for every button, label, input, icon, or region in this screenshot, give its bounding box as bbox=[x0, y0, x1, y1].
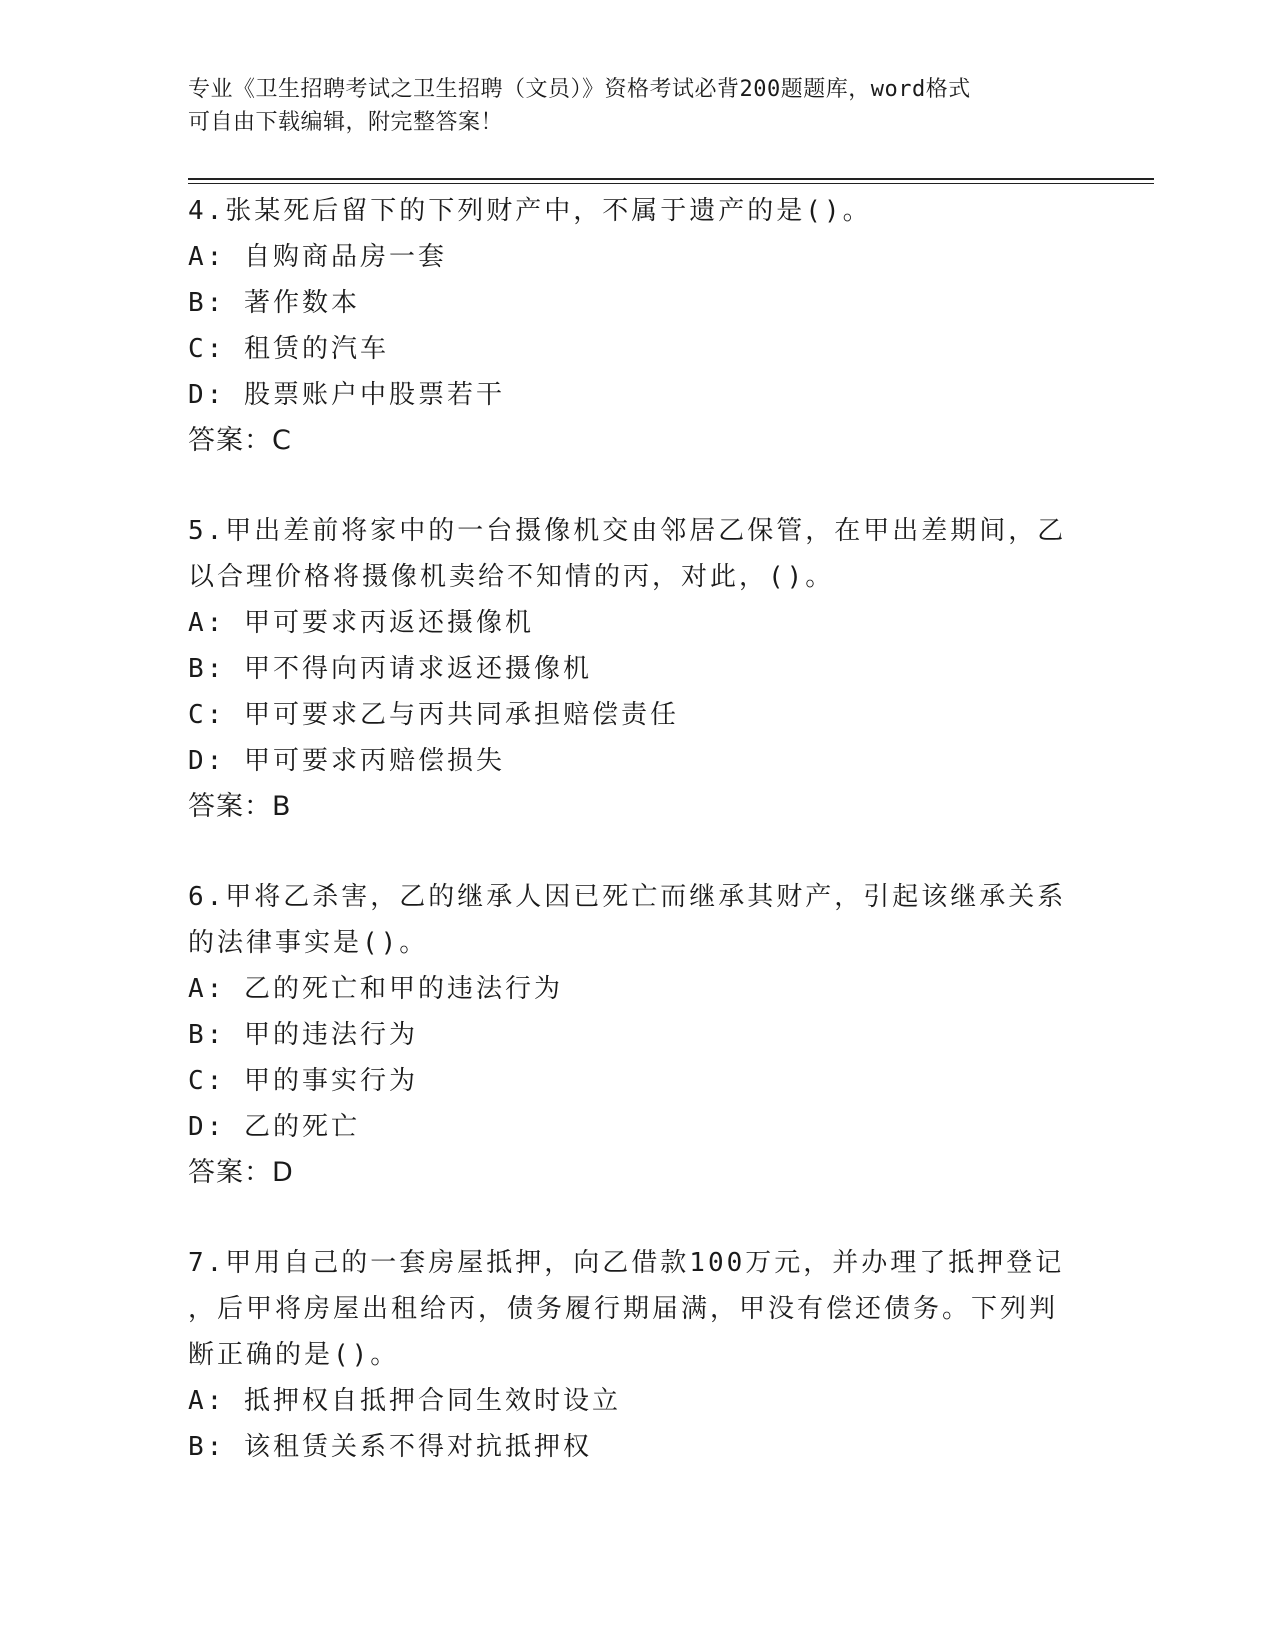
option-c: C: 甲可要求乙与丙共同承担赔偿责任 bbox=[188, 700, 679, 730]
header-line-1: 专业《卫生招聘考试之卫生招聘（文员）》资格考试必背200题题库，word格式 bbox=[188, 77, 971, 102]
question-block bbox=[188, 508, 1088, 830]
question-block bbox=[188, 1240, 1088, 1470]
option-b: B: 该租赁关系不得对抗抵押权 bbox=[188, 1432, 592, 1462]
option-d: D: 股票账户中股票若干 bbox=[188, 380, 505, 410]
option-a: A: 抵押权自抵押合同生效时设立 bbox=[188, 1386, 621, 1416]
header-divider-thin bbox=[188, 183, 1154, 184]
question-stem: 以合理价格将摄像机卖给不知情的丙，对此，()。 bbox=[188, 562, 835, 592]
question-block bbox=[188, 188, 1088, 464]
option-d: D: 甲可要求丙赔偿损失 bbox=[188, 746, 505, 776]
option-a: A: 甲可要求丙返还摄像机 bbox=[188, 608, 534, 638]
question-stem: 6.甲将乙杀害，乙的继承人因已死亡而继承其财产，引起该继承关系 bbox=[188, 882, 1067, 912]
option-b: B: 著作数本 bbox=[188, 288, 360, 318]
question-stem: 7.甲用自己的一套房屋抵押，向乙借款100万元，并办理了抵押登记 bbox=[188, 1248, 1065, 1278]
question-stem: 4.张某死后留下的下列财产中，不属于遗产的是()。 bbox=[188, 196, 872, 226]
question-stem: 断正确的是()。 bbox=[188, 1340, 400, 1370]
option-a: A: 乙的死亡和甲的违法行为 bbox=[188, 974, 563, 1004]
header-divider-thick bbox=[188, 178, 1154, 180]
answer-line: 答案：B bbox=[188, 791, 292, 822]
answer-line: 答案：C bbox=[188, 425, 292, 456]
question-stem: 5.甲出差前将家中的一台摄像机交由邻居乙保管，在甲出差期间，乙 bbox=[188, 516, 1067, 546]
header-line-2: 可自由下载编辑，附完整答案！ bbox=[188, 110, 504, 135]
answer-line: 答案：D bbox=[188, 1157, 294, 1188]
document-header bbox=[188, 73, 1088, 139]
option-c: C: 租赁的汽车 bbox=[188, 334, 389, 364]
option-c: C: 甲的事实行为 bbox=[188, 1066, 418, 1096]
question-stem: ，后甲将房屋出租给丙，债务履行期届满，甲没有偿还债务。下列判 bbox=[188, 1294, 1059, 1324]
question-stem: 的法律事实是()。 bbox=[188, 928, 429, 958]
option-d: D: 乙的死亡 bbox=[188, 1112, 360, 1142]
option-b: B: 甲的违法行为 bbox=[188, 1020, 418, 1050]
option-a: A: 自购商品房一套 bbox=[188, 242, 447, 272]
question-block bbox=[188, 874, 1088, 1196]
option-b: B: 甲不得向丙请求返还摄像机 bbox=[188, 654, 592, 684]
